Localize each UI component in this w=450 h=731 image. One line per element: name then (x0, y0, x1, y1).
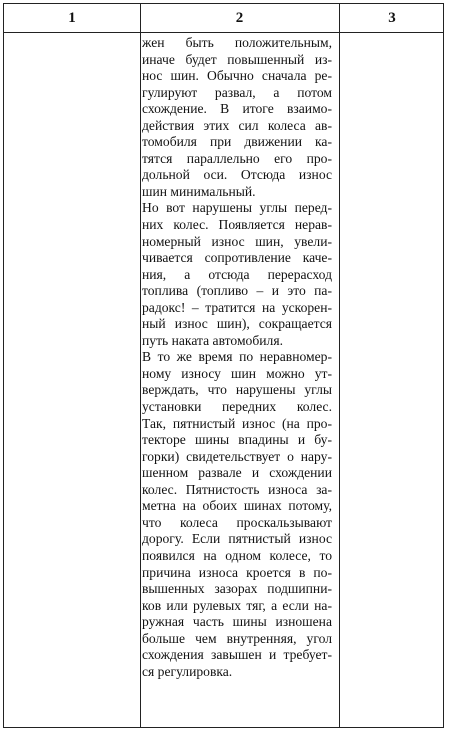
text-line: действия этих сил колеса ав- (142, 117, 332, 133)
column-header-3: 3 (388, 10, 396, 26)
text-line: ному износу шин можно ут- (142, 365, 332, 381)
text-line: гулируют развал, а потом (142, 84, 332, 100)
text-line: причина износа кроется в по- (142, 564, 332, 580)
text-line: ружная часть шины изношена (142, 614, 332, 630)
column-divider-2 (339, 4, 340, 727)
text-line: номерный износ шин, увели- (142, 233, 332, 249)
text-line: томобиля при движении ка- (142, 134, 332, 150)
text-line: чивается сопротивление каче- (142, 250, 332, 266)
text-line: горки) свидетельствует о нару- (142, 448, 332, 464)
text-line: шин минимальный. (142, 183, 256, 199)
text-line: дольной оси. Отсюда износ (142, 167, 332, 183)
text-line: нос шин. Обычно сначала ре- (142, 68, 332, 84)
text-line: Так, пятнистый износ (на про- (142, 415, 332, 431)
text-line: верждать, что нарушены углы (142, 382, 332, 398)
text-line: жен быть положительным, (142, 35, 332, 50)
text-line: ков или рулевых тяг, а если на- (142, 597, 332, 613)
text-line: дорогу. Если пятнистый износ (142, 531, 332, 547)
text-line: текторе шины впадины и бу- (142, 432, 332, 448)
column-header-2: 2 (235, 10, 244, 26)
text-line: вышенных зазорах подшипни- (142, 581, 332, 597)
text-line: В то же время по неравномер- (142, 349, 332, 365)
text-line: Но вот нарушены углы перед- (142, 200, 332, 216)
column-2-body-text (142, 35, 332, 680)
text-line: иначе будет повышенный из- (142, 51, 332, 67)
text-line: установки передних колес. (142, 399, 332, 415)
text-line: колес. Пятнистость износа за- (142, 481, 332, 497)
text-line: больше чем внутренняя, угол (142, 630, 332, 646)
text-line: ный износ шин), сокращается (142, 316, 332, 332)
header-divider (4, 32, 443, 33)
text-line: ния, а отсюда перерасход (142, 266, 332, 282)
text-line: схождение. В итоге взаимо- (142, 101, 332, 117)
text-line: топлива (топливо – и это па- (142, 283, 332, 299)
text-line: радокс! – тратится на ускорен- (142, 299, 332, 315)
text-line: метна на обоих шинах потому, (142, 498, 332, 514)
text-line: схождения завышен и требует- (142, 647, 332, 663)
text-line: ся регулировка. (142, 663, 233, 679)
text-line: появился на одном колесе, то (142, 547, 332, 563)
text-line: путь наката автомобиля. (142, 332, 283, 348)
text-line: тятся параллельно его про- (142, 150, 332, 166)
text-line: что колеса проскальзывают (142, 514, 332, 530)
column-header-1: 1 (68, 10, 76, 26)
text-line: них колес. Появляется нерав- (142, 217, 332, 233)
column-divider-1 (140, 4, 141, 727)
text-line: шенном развале и схождении (142, 465, 332, 481)
